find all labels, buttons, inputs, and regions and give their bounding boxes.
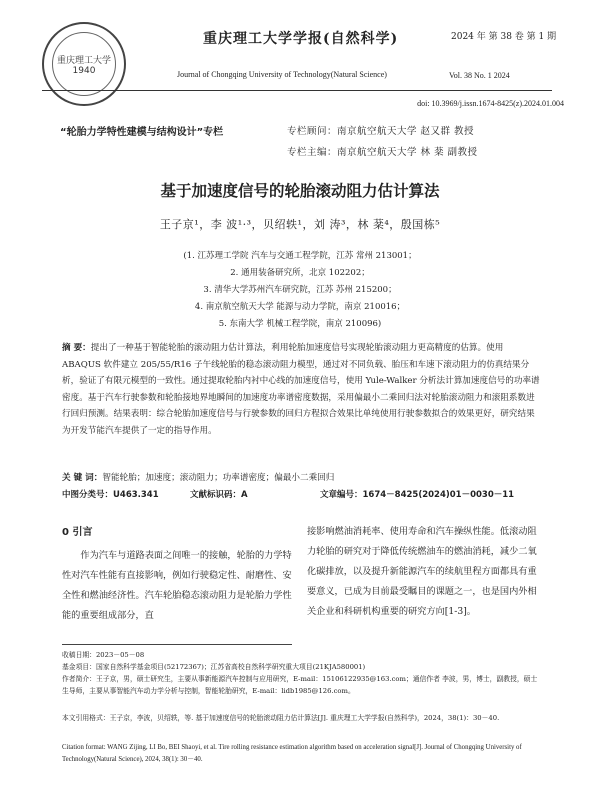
- university-logo: [42, 22, 126, 106]
- affiliation-3: 3. 清华大学苏州汽车研究院，江苏 苏州 215200；: [203, 285, 397, 295]
- abstract-text: 提出了一种基于智能轮胎的滚动阻力估计算法，利用轮胎加速度信号实现轮胎滚动阻力更高精度的估算。使用 ABAQUS 软件建立 205/55/R16 子午线轮胎的稳态滚动阻力模型，通过对不同负载、胎压和车速下滚动阻力的仿真结果分析，验证了有限元模型的一致性。通过提取轮胎内衬中心线的加速度信号，使用 Yule-Walker 分析法计算加速度信号的功率谱密度。基于汽车行驶参数和轮胎接地界地瞬间的加速度功率谱密度数据，采用偏最小二乘回归法对轮胎滚动阻力和滚阻系数进行回归预测。结果表明：综合轮胎加速度信号与行驶参数的回归方程拟合效果比单纯使用行驶参数拟合的效果更好，研究结果为开发节能汽车提供了一定的指导作用。: [62, 343, 540, 436]
- keywords-label: 关 键 词：: [62, 473, 103, 483]
- keywords-text: 智能轮胎；加速度；滚动阻力；功率谱密度；偏最小二乘回归: [102, 473, 335, 483]
- classification-row: [62, 488, 542, 500]
- column-name: “轮胎力学特性建模与结构设计”专栏: [60, 127, 224, 138]
- article-number: 文章编号：1674－8425(2024)01－0030－11: [320, 490, 515, 500]
- keywords: [62, 470, 540, 487]
- column-editor: 专栏主编：南京航空航天大学 林 棻 副教授: [287, 147, 478, 158]
- author-bio: 作者简介：王子京，男，硕士研究生，主要从事新能源汽车控制与应用研究，E-mail：15106122935@163.com；通信作者 李波，男，博士，副教授，硕士生导师，主要从事智能汽车动力学分析与控制，智能轮胎研究，E-mail：lidb1985@126.com。: [62, 675, 538, 695]
- affiliation-1: (1. 江苏理工学院 汽车与交通工程学院，江苏 常州 213001；: [183, 251, 417, 261]
- affiliation-4: 4. 南京航空航天大学 能源与动力学院，南京 210016；: [194, 302, 406, 312]
- volume-info-en: Vol. 38 No. 1 2024: [449, 71, 510, 80]
- abstract-label: 摘 要：: [62, 343, 91, 353]
- abstract: [62, 340, 540, 439]
- author-list: 王子京¹，李 波¹·³，贝绍轶¹，刘 涛³，林 棻⁴，殷国栋⁵: [159, 218, 441, 231]
- intro-right-column: 接影响燃油消耗率、使用寿命和汽车操纵性能。低滚动阻力轮胎的研究对于降低传统燃油车的燃油消耗，减少二氧化碳排放，以及提升新能源汽车的续航里程方面都具有重要意义，已成为目前最受瞩目的课题之一，也是国内外相关企业和科研机构重要的研究方向[1-3]。: [307, 526, 537, 617]
- journal-title-en: Journal of Chongqing University of Technology(Natural Science): [177, 70, 387, 79]
- article-title: 基于加速度信号的轮胎滚动阻力估计算法: [160, 182, 440, 200]
- footnote-divider: [62, 644, 292, 645]
- volume-info-cn: 2024 年 第 38 卷 第 1 期: [451, 32, 557, 42]
- funding: 基金项目：国家自然科学基金项目(52172367)；江苏省高校自然科学研究重大项目(21KJA580001): [62, 663, 366, 671]
- clc-number: 中图分类号：U463.341: [62, 490, 159, 500]
- cite-format-en: Citation format: WANG Zijing, LI Bo, BEI Shaoyi, et al. Tire rolling resistance estimation algorithm based on acceleration signal[J]. Journal of Chongqing University of Technology(Natural Science), 2024, 38(1): 30－40.: [62, 744, 522, 763]
- header-divider: [42, 90, 552, 91]
- affiliation-2: 2. 通用装备研究所，北京 102202；: [230, 268, 370, 278]
- intro-left-column: 作为汽车与道路表面之间唯一的接触，轮胎的力学特性对汽车性能有直接影响，例如行驶稳定性、耐磨性、安全性和燃油经济性。汽车轮胎稳态滚动阻力是轮胎力学性能的重要组成部分，直: [62, 550, 292, 621]
- journal-title-cn: 重庆理工大学学报(自然科学): [203, 31, 399, 47]
- doi: doi: 10.3969/j.issn.1674-8425(z).2024.01.004: [417, 99, 564, 108]
- logo-text: 重庆理工大学 1940: [52, 32, 116, 96]
- doc-code: 文献标识码：A: [190, 490, 248, 500]
- intro-heading: 0 引言: [62, 527, 93, 538]
- affiliation-5: 5. 东南大学 机械工程学院，南京 210096): [218, 319, 382, 329]
- column-advisor: 专栏顾问：南京航空航天大学 赵又群 教授: [287, 126, 475, 137]
- cite-format-cn: 本文引用格式：王子京，李波，贝绍轶，等. 基于加速度信号的轮胎滚动阻力估计算法[J]. 重庆理工大学学报(自然科学)，2024，38(1)：30－40.: [62, 714, 500, 722]
- received-date: 收稿日期：2023－05－08: [62, 651, 145, 659]
